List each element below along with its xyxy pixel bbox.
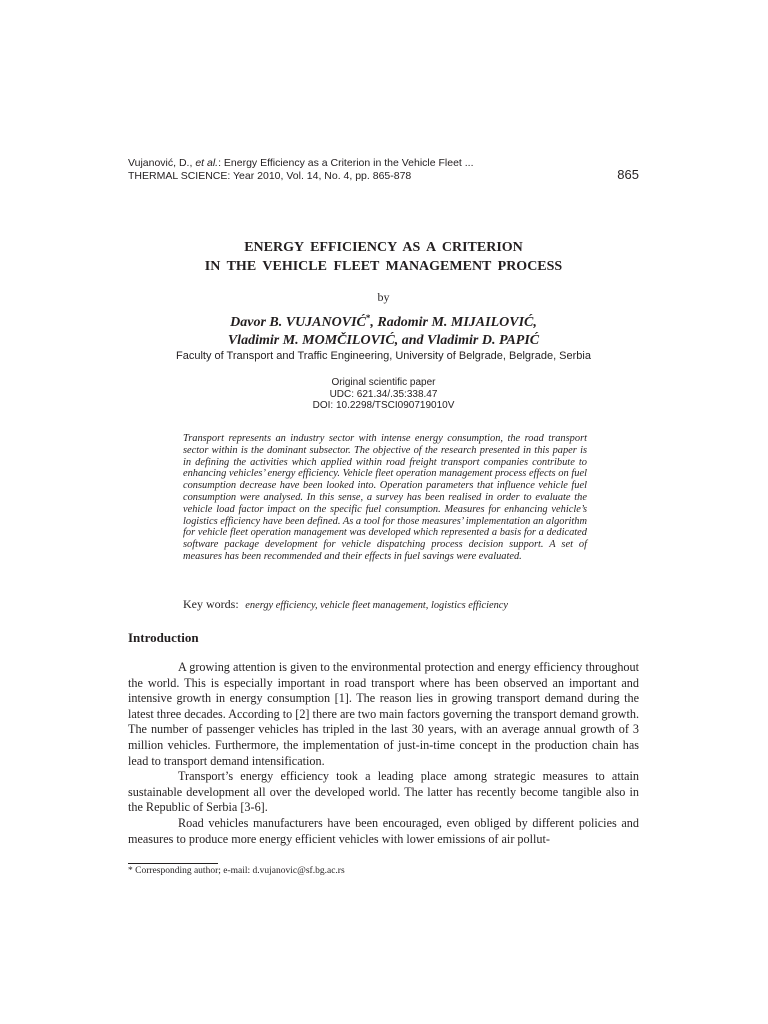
keywords-text: energy efficiency, vehicle fleet management, logistics efficiency — [245, 600, 509, 611]
footnote-divider — [128, 863, 218, 864]
section-heading-introduction: Introduction — [128, 630, 199, 645]
doi: DOI: 10.2298/TSCI090719010V — [312, 400, 455, 411]
paragraph: A growing attention is given to the environmental protection and energy efficiency throughout the world. This is especially important in road transport where has been observed an important and intensive growth in energy consumption [1]. The reason lies in growing transport demand during the latest three decades. According to [2] there are two main factors governing the transport demand growth. The number of passenger vehicles has tripled in the last 30 years, with an average annual growth of 3 million vehicles. Furthermore, the implementation of just-in-time concept in the production chain has lead to transport demand intensification. — [128, 660, 639, 768]
udc: UDC: 621.34/.35:338.47 — [329, 388, 438, 400]
citation-line — [128, 157, 639, 170]
introduction-body — [128, 660, 639, 847]
page-number: 865 — [617, 167, 639, 182]
paragraph: Road vehicles manufacturers have been encouraged, even obliged by different policies and measures to produce more energy efficient vehicles with lower emissions of air pollut- — [128, 815, 639, 846]
first-author: Davor B. VUJANOVIĆ — [230, 315, 366, 330]
author-line-2: Vladimir M. MOMČILOVIĆ, and Vladimir D. PAPIĆ — [227, 333, 540, 348]
keywords-label: Key words: — [183, 597, 239, 611]
journal-line: THERMAL SCIENCE: Year 2010, Vol. 14, No. 4, pp. 865-878 — [128, 170, 412, 182]
footnote: * Corresponding author; e-mail: d.vujanovic@sf.bg.ac.rs — [128, 866, 345, 876]
title-line-2: IN THE VEHICLE FLEET MANAGEMENT PROCESS — [204, 259, 563, 274]
citation-title: : Energy Efficiency as a Criterion in the Vehicle Fleet ... — [218, 157, 474, 169]
citation-etal: et al. — [195, 157, 219, 169]
affiliation: Faculty of Transport and Traffic Engineering, University of Belgrade, Belgrade, Serbia — [176, 350, 591, 362]
author-line-1 — [128, 314, 639, 332]
corresponding-author-mark: * — [365, 313, 371, 323]
paper-title — [128, 238, 639, 276]
title-line-1: ENERGY EFFICIENCY AS A CRITERION — [244, 240, 523, 255]
author-line-1-rest: , Radomir M. MIJAILOVIĆ, — [370, 315, 537, 330]
author-list — [128, 314, 639, 350]
paper-type: Original scientific paper — [331, 377, 436, 388]
paper-meta — [128, 377, 639, 412]
keywords — [183, 597, 603, 612]
citation-authors: Vujanović, D., — [128, 157, 196, 169]
by-label: by — [377, 290, 390, 304]
running-header — [128, 157, 639, 183]
paragraph: Transport’s energy efficiency took a leading place among strategic measures to attain sustainable development all over the developed world. The latter has recently become tangible also in the Republic of Serbia [3-6]. — [128, 769, 639, 815]
abstract: Transport represents an industry sector with intense energy consumption, the road transport sector within is the dominant subsector. The objective of the research presented in this paper is in defining the activities which applied within road freight transport companies contribute to enhancing vehicles’ energy efficiency. Vehicle fleet operation management process effects on fuel consumption decrease have been looked into. Operation parameters that influence vehicle fuel consumption were analysed. In this sense, a survey has been realised in order to evaluate the vehicle load factor impact on the specific fuel consumption. Measures for enhancing vehicle’s logistics efficiency have been defined. As a tool for those measures’ implementation an algorithm for vehicle fleet operation management was developed which represented a basis for a dedicated software package development for vehicle dispatching process decision support. A set of measures has been recommended and their effects in fuel savings were evaluated. — [183, 433, 587, 562]
